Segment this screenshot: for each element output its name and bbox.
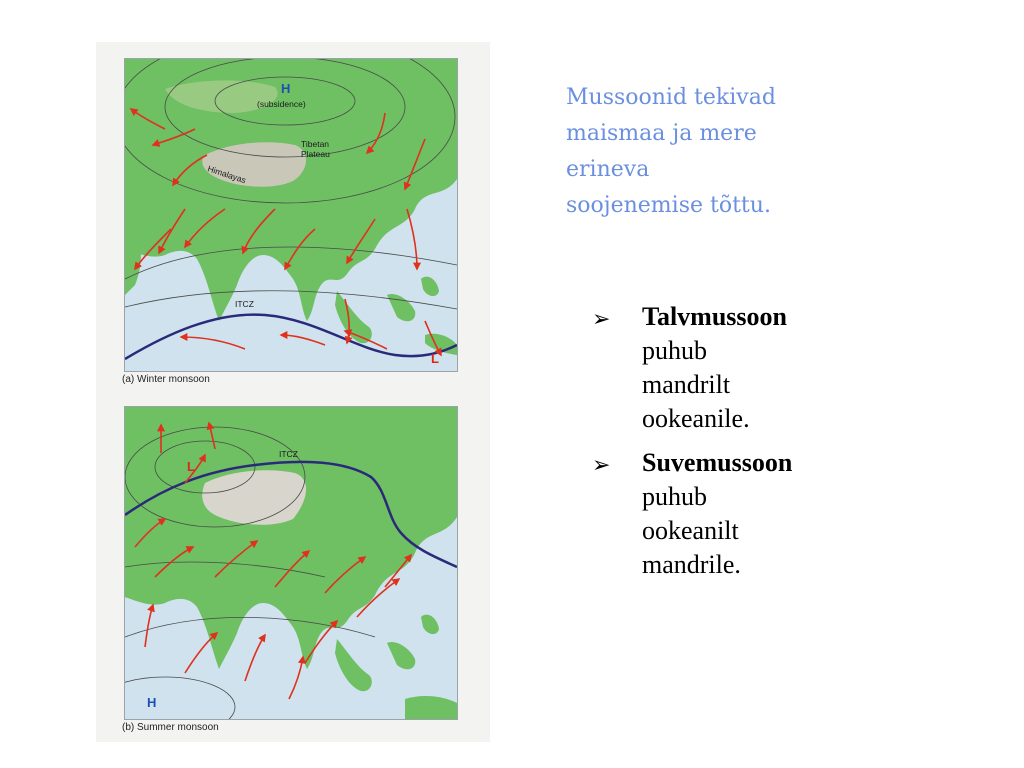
bullet-line: mandrile. xyxy=(642,550,741,579)
bullet-list xyxy=(592,300,892,592)
bullet-line: puhub xyxy=(642,482,707,511)
bullet-line: ookeanile. xyxy=(642,404,750,433)
winter-monsoon-map xyxy=(124,58,458,372)
plateau-label: Plateau xyxy=(301,149,330,159)
winter-subsidence-label: (subsidence) xyxy=(257,99,306,109)
heading-line: soojenemise tõttu. xyxy=(566,193,771,218)
bullet-line: mandrilt xyxy=(642,370,731,399)
winter-low-label: L xyxy=(431,351,439,366)
slide-heading xyxy=(566,80,896,224)
heading-line: Mussoonid tekivad xyxy=(566,85,776,110)
bullet-item-summer-monsoon xyxy=(592,446,892,582)
summer-monsoon-caption: (b) Summer monsoon xyxy=(122,722,219,733)
bullet-title: Suvemussoon xyxy=(642,448,793,477)
winter-itcz-label: ITCZ xyxy=(235,299,254,309)
arrow-bullet-icon: ➢ xyxy=(592,306,611,331)
summer-monsoon-map xyxy=(124,406,458,720)
summer-itcz-label: ITCZ xyxy=(279,449,298,459)
himalayas-label: Himalayas xyxy=(206,163,248,186)
winter-high-label: H xyxy=(281,81,291,96)
summer-low-label: L xyxy=(187,459,195,474)
bullet-title: Talvmussoon xyxy=(642,302,787,331)
bullet-text xyxy=(642,446,892,582)
heading-line: erineva xyxy=(566,157,650,182)
winter-monsoon-caption: (a) Winter monsoon xyxy=(122,374,210,385)
bullet-line: ookeanilt xyxy=(642,516,739,545)
bullet-text xyxy=(642,300,892,436)
bullet-item-winter-monsoon xyxy=(592,300,892,436)
summer-high-label: H xyxy=(147,695,157,710)
bullet-line: puhub xyxy=(642,336,707,365)
tibetan-label: Tibetan xyxy=(301,139,330,149)
arrow-bullet-icon: ➢ xyxy=(592,452,611,477)
heading-line: maismaa ja mere xyxy=(566,121,757,146)
